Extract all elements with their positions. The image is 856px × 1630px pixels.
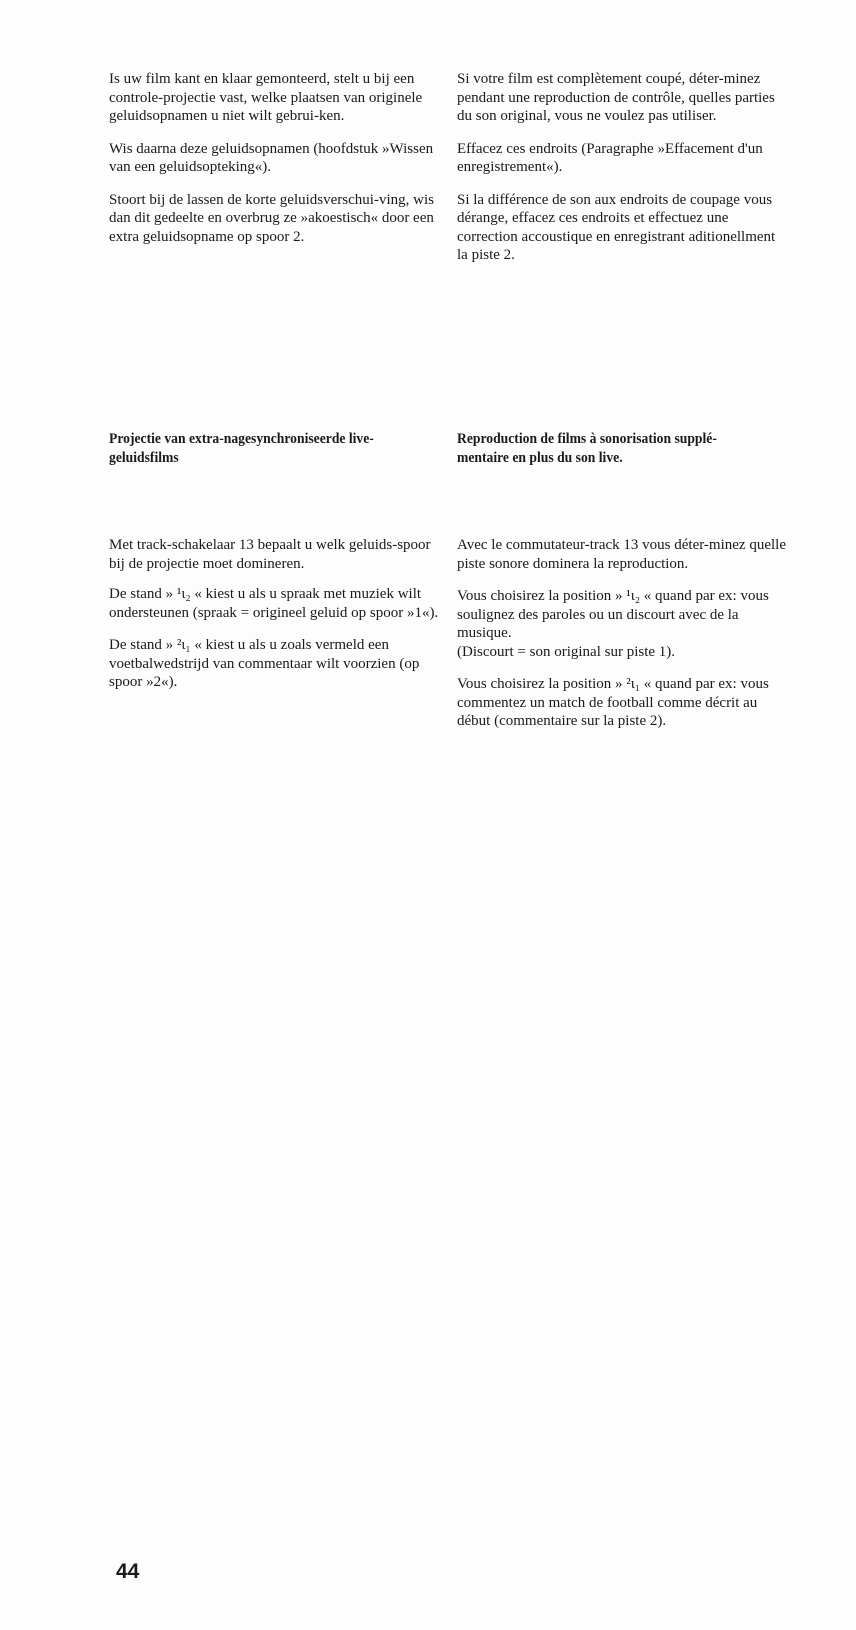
nl-heading-block (109, 430, 439, 468)
nl-s2-paragraph-2: De stand » ¹ι₂ « kiest u als u spraak met muziek wilt ondersteunen (spraak = origineel geluid op spoor »1«). (109, 586, 439, 621)
nl-section2 (109, 536, 439, 692)
nl-s1-paragraph-3: Stoort bij de lassen de korte geluidsverschui-ving, wis dan dit gedeelte en overbrug ze »akoestisch« door een extra geluidsopname op spoor 2. (109, 191, 434, 245)
fr-section-heading: Reproduction de films à sonorisation supplé-mentaire en plus du son live. (457, 431, 717, 466)
nl-s1-paragraph-1: Is uw film kant en klaar gemonteerd, stelt u bij een controle-projectie vast, welke plaatsen van originele geluidsopnamen u niet wilt gebrui-ken. (109, 71, 423, 124)
fr-section2 (457, 536, 787, 731)
nl-s2-paragraph-3: De stand » ²ι₁ « kiest u als u zoals vermeld een voetbalwedstrijd van commentaar wilt voorzien (op spoor »2«). (109, 637, 420, 690)
fr-s2-paragraph-2: Vous choisirez la position » ¹ι₂ « quand par ex: vous soulignez des paroles ou un discourt avec de la musique. (457, 588, 769, 641)
fr-s2-paragraph-3: (Discourt = son original sur piste 1). (457, 643, 676, 660)
nl-s1-paragraph-2: Wis daarna deze geluidsopnamen (hoofdstuk »Wissen van een geluidsopteking«). (109, 140, 434, 175)
fr-section1 (457, 70, 787, 265)
nl-section1 (109, 70, 439, 246)
fr-s1-paragraph-3: Si la différence de son aux endroits de coupage vous dérange, effacez ces endroits et effectuez une correction accoustique en enregistrant aditionellment la piste 2. (457, 191, 776, 263)
fr-s2-paragraph-4: Vous choisirez la position » ²ι₁ « quand par ex: vous commentez un match de football comme décrit au début (commentaire sur la piste 2). (457, 676, 769, 729)
fr-heading-block (457, 430, 787, 468)
fr-s2-paragraph-1: Avec le commutateur-track 13 vous déter-minez quelle piste sonore dominera la reproduction. (457, 537, 786, 572)
nl-section-heading: Projectie van extra-nagesynchroniseerde live-geluidsfilms (109, 431, 374, 466)
nl-s2-paragraph-1: Met track-schakelaar 13 bepaalt u welk geluids-spoor bij de projectie moet domineren. (109, 537, 431, 572)
page-number: 44 (116, 1560, 140, 1583)
fr-s1-paragraph-2: Effacez ces endroits (Paragraphe »Effacement d'un enregistrement«). (457, 140, 763, 175)
fr-s1-paragraph-1: Si votre film est complètement coupé, déter-minez pendant une reproduction de contrôle, quelles parties du son original, vous ne voulez pas utiliser. (457, 71, 775, 124)
